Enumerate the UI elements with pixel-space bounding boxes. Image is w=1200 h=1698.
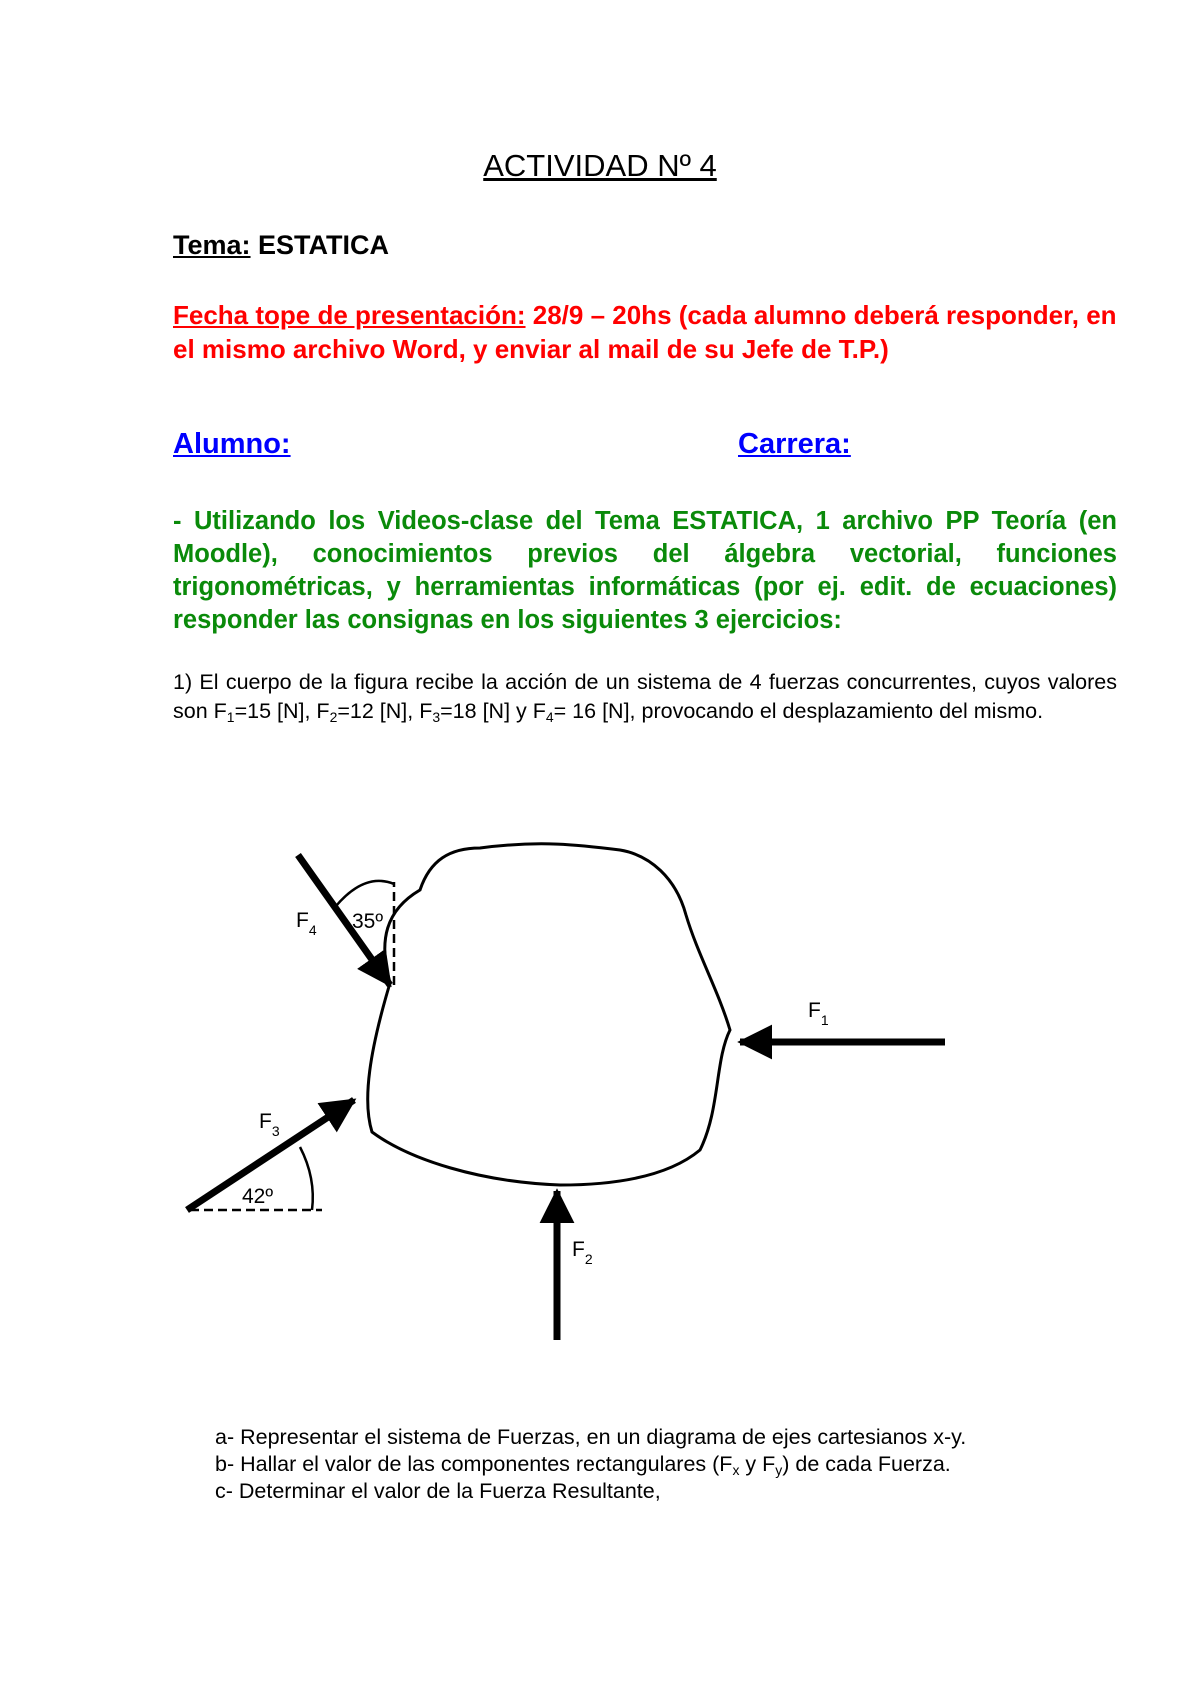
exercise-1-statement: 1) El cuerpo de la figura recibe la acción de un sistema de 4 fuerzas concurrentes, cuyos valores son $F_1=15$ [N], $F_2=12$ [N], $F_3=18$ [N] y $F_4= 16$ [N], provocando el desplazamiento del mismo. [173,670,1117,725]
body-outline [368,844,730,1185]
instructions-paragraph: - Utilizando los Videos-clase del Tema ESTATICA, 1 archivo PP Teoría (en Moodle), conocimientos previos del álgebra vectorial, funciones trigonométricas, y herramientas informáticas (por ej. edit. de ecuaciones) responder las consignas en los siguientes 3 ejercicios: [173,507,1117,634]
tasks-list [215,1424,1115,1505]
f3-label: $F_3$ [259,1110,280,1139]
f4-angle-label: 35º [352,910,384,933]
task-b: b- Hallar el valor de las componentes rectangulares ($F_x$ y $F_y$) de cada Fuerza. [215,1452,951,1478]
page-title: ACTIVIDAD Nº 4 [483,148,717,183]
topic-label: Tema: [173,230,251,260]
f1-label: $F_1$ [808,999,829,1028]
f3-angle-arc [300,1147,313,1210]
f2-label: $F_2$ [572,1238,593,1267]
f3-angle-label: 42º [242,1185,274,1208]
f4-label: $F_4$ [296,909,317,938]
topic-value: ESTATICA [250,230,390,260]
deadline-label: Fecha tope de presentación: [173,300,526,330]
student-label: Alumno: [173,428,291,460]
f4-angle-arc [336,881,394,906]
task-c: c- Determinar el valor de la Fuerza Resultante, [215,1479,661,1503]
career-label: Carrera: [738,428,851,460]
task-a: a- Representar el sistema de Fuerzas, en un diagrama de ejes cartesianos x-y. [215,1425,967,1449]
deadline-value: 28/9 – 20hs (cada alumno deberá responder, en el mismo archivo Word, y enviar al mail de su Jefe de T.P.) [173,300,1117,364]
